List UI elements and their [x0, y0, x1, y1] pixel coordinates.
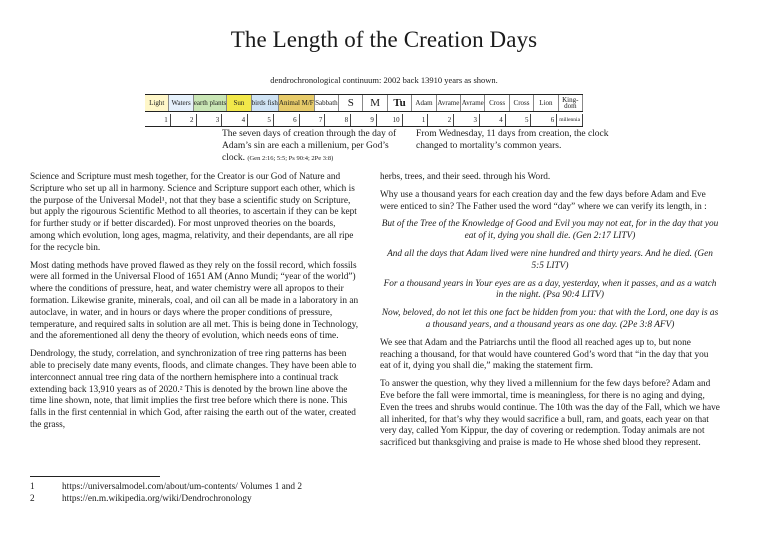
timeline-number: 8 — [325, 114, 351, 126]
timeline-segment: Light — [145, 95, 169, 111]
creation-timeline — [145, 94, 583, 127]
paragraph: Dendrology, the study, correlation, and synchronization of tree ring patterns has been able to precisely date many events, floods, and climate changes. They have been able to interconnect annual tree ring data of the northern hemisphere into a continual track extending back 13,910 years as of 2020.² This is denoted by the brown line above the time line shown, note, that limit implies the first tree before which there is none. This falls in the first centennial in which God, after raising the earth out of the water, created the grass, — [30, 349, 357, 430]
timeline-number: 5 — [506, 114, 532, 126]
timeline-segment: Cross — [485, 95, 509, 111]
footnote-link[interactable]: https://universalmodel.com/about/um-contents/ Volumes 1 and 2 — [62, 482, 303, 492]
timeline-number: 2 — [428, 114, 454, 126]
footnote-number: 2 — [30, 494, 35, 504]
timeline-note-right: From Wednesday, 11 days from creation, the clock changed to mortality’s common years. — [416, 129, 609, 151]
timeline-caption: dendrochronological continuum: 2002 back 13910 years as shown. — [270, 75, 498, 85]
footnote-number: 1 — [30, 482, 35, 492]
paragraph: To answer the question, why they lived a millennium for the few days before? Adam and Eve before the fall were immortal, time is meaningless, for there is no aging and dying, Even the trees and shrubs would continue. The 10th was the day of the Fall, which we have all inherited, for that’s why they would sacrifice a bull, ram, and goats, each year on that very day, called Yom Kippur, the day of covering or redemption. Today animals are not sacrificed but thanksgiving and praise is made to He whose shed blood they represent. — [380, 379, 720, 449]
paragraph: Most dating methods have proved flawed as they rely on the fossil record, which fossils were all formed in the Universal Flood of 1651 AM (Anno Mundi; “year of the world”) where the conditions of pressure, heat, and water chemistry were all apropos to their formation. Likewise granite, minerals, coal, and oil can all be made in a laboratory in an autoclave, in water, and in hours or days where the proper conditions of pressure, temperature, and required salts in solution are all met. This is being done in Technology, and the aforementioned all deny the theory of evolution, which needs eons of time. — [30, 260, 359, 342]
footnote — [30, 482, 302, 492]
timeline-number: 4 — [480, 114, 506, 126]
timeline-segment: Lion — [534, 95, 558, 111]
timeline-number: 4 — [222, 114, 248, 126]
timeline-numbers — [145, 114, 583, 127]
paragraph: Science and Scripture must mesh together, for the Creator is our God of Nature and Scripture who set up all in harmony. Science and Scripture support each other, which is the purpose of the Universal Model¹, not that they base a scientific study on Scripture, but apply the rigourous Scientific Method to all theories, to ascertain if they can be kept for further study or if better discarded). For most unproved theories on the boards, among which evolution, long ages, magma, relativity, and their dependants, are all ripe for the recycle bin. — [30, 172, 357, 253]
timeline-number: 7 — [300, 114, 326, 126]
right-column — [380, 172, 720, 456]
paragraph: herbs, trees, and their seed. through his Word. — [380, 172, 551, 182]
timeline-segment: Cross — [510, 95, 534, 111]
timeline-segment: S — [339, 95, 363, 111]
paragraph: Why use a thousand years for each creation day and the few days before Adam and Eve were enticed to sin? The Father used the word “day” where we can verify its length, in : — [380, 189, 707, 212]
timeline-segment: Waters — [169, 95, 193, 111]
page-title: The Length of the Creation Days — [230, 27, 538, 52]
footnote-link[interactable]: https://en.m.wikipedia.org/wiki/Dendrochronology — [62, 494, 252, 504]
timeline-number: 10 — [377, 114, 403, 126]
scripture-quote: And all the days that Adam lived were nine hundred and thirty years. And he died. (Gen 5:5 LITV) — [387, 248, 713, 271]
note-left-refs: (Gen 2:16; 5:5; Ps 90:4; 2Pe 3:8) — [247, 155, 334, 162]
timeline-number: 6 — [531, 114, 557, 126]
scripture-quote: Now, beloved, do not let this one fact be hidden from you: that with the Lord, one day is as a thousand years, and a thousand years as one day. (2Pe 3:8 AFV) — [381, 308, 719, 330]
timeline-segment: Tu — [388, 95, 412, 111]
footnote-rule — [30, 476, 160, 477]
timeline-segment: King- dom — [559, 95, 583, 111]
timeline-number: 6 — [274, 114, 300, 126]
timeline-note-left — [222, 128, 407, 165]
timeline-number: millennia — [557, 114, 583, 126]
timeline-segment: Animal M/F — [279, 95, 315, 111]
note-left-text: The seven days of creation through the day of Adam’s sin are each a millenium, per God’s clock. — [222, 129, 397, 163]
timeline-segments — [145, 94, 583, 112]
left-column — [30, 172, 363, 438]
timeline-segment: Avrame — [461, 95, 485, 111]
timeline-segment: Sabbath — [315, 95, 339, 111]
timeline-number: 5 — [248, 114, 274, 126]
footnote — [30, 494, 252, 504]
timeline-segment: earth plants — [194, 95, 227, 111]
timeline-number: 3 — [454, 114, 480, 126]
timeline-segment: M — [363, 95, 387, 111]
paragraph: We see that Adam and the Patriarchs until the flood all reached ages up to, but none reaching a thousand, for that would have countered God’s word that “in the day that you eat of it, dying you shall die,” making the statement firm. — [380, 337, 709, 372]
timeline-number: 1 — [403, 114, 429, 126]
timeline-number: 2 — [171, 114, 197, 126]
scripture-quote: But of the Tree of the Knowledge of Good and Evil you may not eat, for in the day that you eat of it, dying you shall die. (Gen 2:17 LITV) — [381, 219, 719, 242]
timeline-number: 9 — [351, 114, 377, 126]
timeline-segment: Adam — [412, 95, 436, 111]
timeline-segment: birds fish — [252, 95, 279, 111]
timeline-number: 3 — [197, 114, 223, 126]
timeline-segment: Sun — [227, 95, 251, 111]
timeline-number: 1 — [145, 114, 171, 126]
timeline-segment: Avrame — [437, 95, 461, 111]
scripture-quote: For a thousand years in Your eyes are as a day, yesterday, when it passes, and as a watch in the night. (Psa 90:4 LITV) — [383, 278, 717, 301]
